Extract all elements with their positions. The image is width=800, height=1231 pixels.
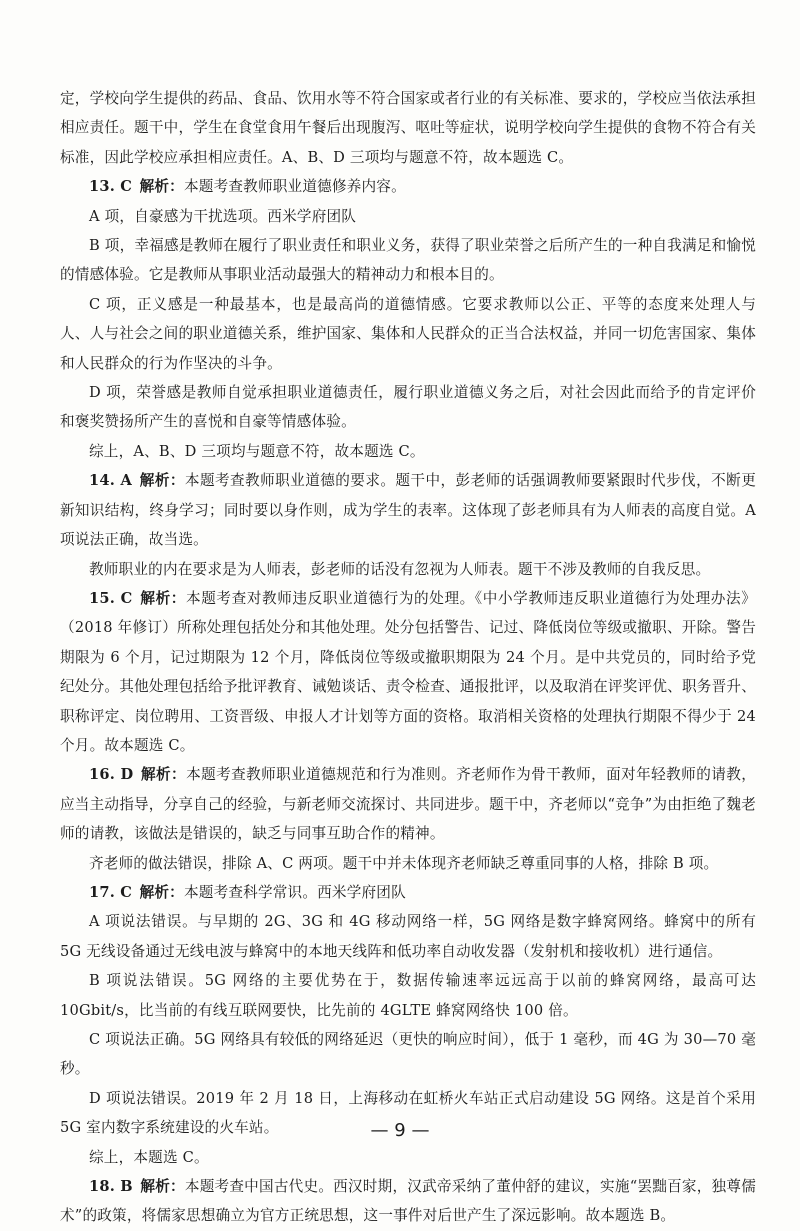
question-answer: 17. C bbox=[89, 883, 133, 901]
paragraph-text: A 项说法错误。与早期的 2G、3G 和 4G 移动网络一样，5G 网络是数字蜂窝网络。蜂窝中的所有 5G 无线设备通过无线电波与蜂窝中的本地天线阵和低功率自动收发器（发射机和接收机）进行通信。 bbox=[60, 913, 756, 960]
paragraph-text: 齐老师的做法错误，排除 A、C 两项。题干中并未体现齐老师缺乏尊重同事的人格，排除 B 项。 bbox=[89, 854, 719, 872]
paragraph bbox=[60, 231, 756, 290]
analysis-label: 解析： bbox=[140, 589, 187, 607]
paragraph-text: 本题考查教师职业道德规范和行为准则。齐老师作为骨干教师，面对年轻教师的请教，应当主动指导，分享自己的经验，与新老师交流探讨、共同进步。题干中，齐老师以“竞争”为由拒绝了魏老师的请教，该做法是错误的，缺乏与同事互助合作的精神。 bbox=[60, 766, 756, 843]
paragraph bbox=[60, 584, 756, 760]
page-number: — 9 — bbox=[370, 1120, 430, 1141]
analysis-label: 解析： bbox=[139, 883, 184, 901]
paragraph-text: D 项，荣誉感是教师自觉承担职业道德责任，履行职业道德义务之后，对社会因此而给予的肯定评价和褒奖赞扬所产生的喜悦和自豪等情感体验。 bbox=[60, 384, 756, 431]
paragraph-text: D 项说法错误。2019 年 2 月 18 日，上海移动在虹桥火车站正式启动建设 5G 网络。这是首个采用 5G 室内数字系统建设的火车站。 bbox=[60, 1089, 756, 1137]
paragraph-text: 本题考查对教师违反职业道德行为的处理。《中小学教师违反职业道德行为处理办法》（2018 年修订）所称处理包括处分和其他处理。处分包括警告、记过、降低岗位等级或撤职、开除。警告期限为 6 个月，记过期限为 12 个月，降低岗位等级或撤职期限为 24 个月。是中共党员的，同时给予党纪处分。其他处理包括给予批评教育、诫勉谈话、责令检查、通报批评，以及取消在评奖评优、职务晋升、职称评定、岗位聘用、工资晋级、申报人才计划等方面的资格。取消相关资格的处理执行期限不得少于 24 个月。故本题选 C。 bbox=[60, 589, 756, 754]
question-answer: 18. B bbox=[89, 1178, 133, 1196]
paragraph bbox=[60, 849, 756, 878]
paragraph-text: 定，学校向学生提供的药品、食品、饮用水等不符合国家或者行业的有关标准、要求的，学校应当依法承担相应责任。题干中，学生在食堂食用午餐后出现腹泻、呕吐等症状，说明学校向学生提供的食物不符合有关标准，因此学校应承担相应责任。A、B、D 三项均与题意不符，故本题选 C。 bbox=[60, 90, 756, 166]
paragraph bbox=[60, 202, 756, 231]
paragraph bbox=[60, 760, 756, 848]
document-body bbox=[60, 84, 756, 1231]
paragraph bbox=[60, 1025, 756, 1084]
paragraph-text: B 项说法错误。5G 网络的主要优势在于，数据传输速率远远高于以前的蜂窝网络，最高可达 10Gbit/s，比当前的有线互联网要快，比先前的 4GLTE 蜂窝网络快 100 倍。 bbox=[60, 972, 756, 1019]
paragraph bbox=[60, 172, 756, 201]
paragraph bbox=[60, 1172, 756, 1231]
paragraph-text: 本题考查中国古代史。西汉时期，汉武帝采纳了董仲舒的建议，实施“罢黜百家，独尊儒术”的政策，将儒家思想确立为官方正统思想，这一事件对后世产生了深远影响。故本题选 B。 bbox=[60, 1178, 756, 1225]
analysis-label: 解析： bbox=[140, 1178, 185, 1196]
analysis-label: 解析： bbox=[140, 766, 187, 784]
paragraph bbox=[60, 1143, 756, 1172]
paragraph-text: 教师职业的内在要求是为人师表，彭老师的话没有忽视为人师表。题干不涉及教师的自我反思。 bbox=[89, 560, 711, 578]
paragraph bbox=[60, 378, 756, 437]
question-answer: 14. A bbox=[89, 472, 133, 490]
paragraph-text: C 项说法正确。5G 网络具有较低的网络延迟（更快的响应时间），低于 1 毫秒，而 4G 为 30—70 毫秒。 bbox=[60, 1031, 756, 1078]
paragraph-text: A 项，自豪感为干扰选项。西米学府团队 bbox=[89, 207, 357, 225]
paragraph-text: 本题考查教师职业道德的要求。题干中，彭老师的话强调教师要紧跟时代步伐，不断更新知识结构，终身学习；同时要以身作则，成为学生的表率。这体现了彭老师具有为人师表的高度自觉。A 项说法正确，故当选。 bbox=[60, 472, 757, 549]
paragraph-text: B 项，幸福感是教师在履行了职业责任和职业义务，获得了职业荣誉之后所产生的一种自我满足和愉悦的情感体验。它是教师从事职业活动最强大的精神动力和根本目的。 bbox=[60, 237, 756, 284]
paragraph bbox=[60, 437, 756, 466]
paragraph-text: 本题考查科学常识。西米学府团队 bbox=[183, 883, 406, 901]
paragraph bbox=[60, 290, 756, 378]
paragraph-text: 综上，本题选 C。 bbox=[89, 1148, 209, 1166]
paragraph bbox=[60, 966, 756, 1025]
paragraph bbox=[60, 878, 756, 907]
paragraph-text: 本题考查教师职业道德修养内容。 bbox=[183, 178, 406, 196]
paragraph bbox=[60, 907, 756, 966]
question-answer: 15. C bbox=[89, 589, 133, 607]
paragraph bbox=[60, 555, 756, 584]
paragraph-text: 综上，A、B、D 三项均与题意不符，故本题选 C。 bbox=[89, 442, 425, 460]
question-answer: 16. D bbox=[89, 766, 134, 784]
paragraph-text: C 项，正义感是一种最基本，也是最高尚的道德情感。它要求教师以公正、平等的态度来处理人与人、人与社会之间的职业道德关系，维护国家、集体和人民群众的正当合法权益，并同一切危害国家、集体和人民群众的行为作坚决的斗争。 bbox=[60, 295, 756, 372]
question-answer: 13. C bbox=[89, 178, 133, 196]
paragraph bbox=[60, 84, 756, 172]
analysis-label: 解析： bbox=[139, 472, 185, 490]
analysis-label: 解析： bbox=[139, 178, 184, 196]
paragraph bbox=[60, 466, 756, 554]
